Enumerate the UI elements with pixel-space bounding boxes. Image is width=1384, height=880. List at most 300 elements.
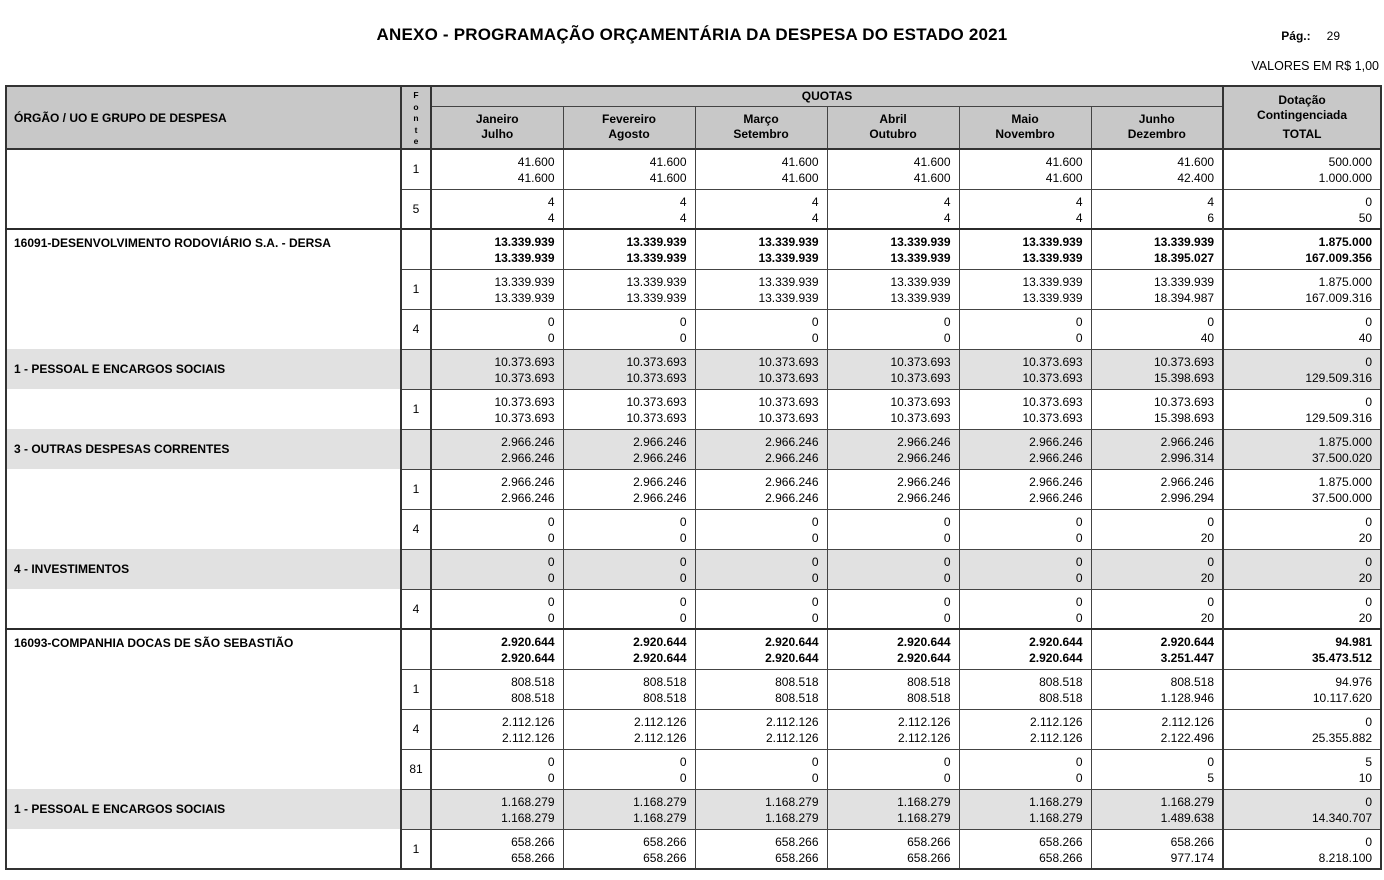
value-line: 0 [679,610,687,625]
value-line: 2.966.246 [1029,450,1083,465]
value-line: 2.112.126 [634,714,687,729]
total-cell [1223,429,1381,469]
value-line: 0 [679,314,687,329]
value-line: 13.339.939 [758,235,819,249]
value-line: 20 [1200,530,1215,545]
quota-cell [959,709,1091,749]
col-header-month-fev-ago [563,106,695,149]
fonte-cell: 4 [401,709,431,749]
value-line: 2.112.126 [766,730,819,745]
total-cell [1223,469,1381,509]
value-line: 2.112.126 [1030,730,1083,745]
quota-cell [563,429,695,469]
value-line: 2.966.246 [633,474,687,489]
quota-cell [827,629,959,669]
value-line: 2.112.126 [1161,714,1215,729]
value-line: 13.339.939 [626,290,687,305]
quota-cell [959,349,1091,389]
header-line: Agosto [608,127,650,142]
value-line: 10.373.693 [1153,354,1215,369]
value-line: 658.266 [775,834,819,849]
value-line: 0 [811,594,819,609]
quota-cell [827,309,959,349]
value-line: 41.600 [913,171,951,185]
quota-cell [1091,309,1223,349]
total-cell [1223,309,1381,349]
value-line: 0 [811,570,819,585]
value-line: 0 [1207,554,1215,569]
quota-cell [563,389,695,429]
value-line: 658.266 [511,834,555,849]
value-line: 2.966.246 [765,434,819,449]
row-label [6,589,401,629]
quota-cell [1091,589,1223,629]
fonte-cell: 1 [401,669,431,709]
quota-cell [563,229,695,269]
value-line: 15.398.693 [1153,370,1215,385]
value-line: 658.266 [643,850,687,865]
quota-cell [695,549,827,589]
quota-cell [695,789,827,829]
value-line: 2.920.644 [897,635,951,649]
quota-cell [563,349,695,389]
value-line: 5 [1365,754,1373,769]
quota-cell [959,229,1091,269]
value-line: 20 [1200,610,1215,625]
value-line: 808.518 [643,690,687,705]
table-row [6,549,1381,589]
col-header-fonte [401,86,431,149]
row-label [6,389,401,429]
total-cell [1223,549,1381,589]
quota-cell [695,829,827,869]
value-line: 0 [679,514,687,529]
row-label: 4 - INVESTIMENTOS [6,549,401,589]
value-line: 8.218.100 [1318,850,1373,865]
value-line: 2.112.126 [1030,714,1083,729]
quota-cell [695,749,827,789]
value-line: 0 [943,314,951,329]
value-line: 10.373.693 [758,370,819,385]
quota-cell [1091,429,1223,469]
quota-cell [827,349,959,389]
header-line: Contingenciada [1257,108,1348,122]
value-line: 13.339.939 [890,274,951,289]
value-line: 0 [547,570,555,585]
value-line: 2.966.246 [501,490,555,505]
value-line: 0 [943,570,951,585]
value-line: 0 [1075,530,1083,545]
total-cell [1223,589,1381,629]
quota-cell [959,149,1091,189]
total-cell [1223,669,1381,709]
value-line: 129.509.316 [1305,370,1373,385]
value-line: 10.373.693 [494,354,555,369]
quota-cell [959,429,1091,469]
value-line: 0 [679,530,687,545]
value-line: 10.373.693 [1022,410,1083,425]
value-line: 41.600 [649,155,687,169]
total-cell [1223,229,1381,269]
row-label: 1 - PESSOAL E ENCARGOS SOCIAIS [6,349,401,389]
value-line: 41.600 [649,171,687,185]
quota-cell [1091,189,1223,229]
quota-cell [431,749,563,789]
quota-cell [827,389,959,429]
value-line: 2.966.246 [897,474,951,489]
total-cell [1223,269,1381,309]
total-cell [1223,509,1381,549]
value-line: 658.266 [1039,850,1083,865]
value-line: 2.966.246 [897,490,951,505]
value-line: 2.112.126 [634,730,687,745]
value-line: 0 [679,754,687,769]
row-label: 1 - PESSOAL E ENCARGOS SOCIAIS [6,789,401,829]
fonte-cell: 1 [401,389,431,429]
quota-cell [1091,509,1223,549]
total-cell [1223,709,1381,749]
header-line: Dotação [1278,93,1326,107]
fonte-cell: 4 [401,309,431,349]
value-line: 10.373.693 [890,354,951,369]
value-line: 0 [811,514,819,529]
quota-cell [563,629,695,669]
value-line: 0 [547,554,555,569]
value-line: 4 [547,210,555,225]
value-line: 808.518 [1039,674,1083,689]
quota-cell [827,749,959,789]
header-line: Junho [1138,112,1175,127]
quota-cell [431,429,563,469]
quota-cell [431,269,563,309]
currency-note: VALORES EM R$ 1,00 [1251,59,1379,73]
quota-cell [959,189,1091,229]
value-line: 0 [1075,770,1083,785]
value-line: 40 [1200,330,1215,345]
quota-cell [1091,269,1223,309]
quota-cell [959,629,1091,669]
value-line: 0 [1207,314,1215,329]
value-line: 4 [1207,194,1215,209]
value-line: 41.600 [1045,155,1083,169]
quota-cell [431,709,563,749]
value-line: 0 [1365,554,1373,569]
quota-cell [1091,749,1223,789]
value-line: 2.966.246 [1160,434,1215,449]
quota-cell [827,789,959,829]
value-line: 10.373.693 [758,394,819,409]
value-line: 2.966.246 [633,490,687,505]
quota-cell [431,309,563,349]
value-line: 808.518 [1170,674,1215,689]
value-line: 41.600 [517,155,555,169]
quota-cell [563,709,695,749]
total-cell [1223,789,1381,829]
table-row [6,589,1381,629]
page-number-label: Pág.: [1281,29,1311,43]
value-line: 37.500.000 [1311,490,1373,505]
fonte-letter: e [413,136,419,146]
quota-cell [827,149,959,189]
value-line: 0 [1075,754,1083,769]
value-line: 13.339.939 [758,290,819,305]
value-line: 10.373.693 [494,370,555,385]
value-line: 808.518 [511,690,555,705]
fonte-cell: 4 [401,509,431,549]
quota-cell [695,389,827,429]
quota-cell [563,149,695,189]
value-line: 13.339.939 [1022,251,1083,265]
value-line: 13.339.939 [626,274,687,289]
quota-cell [1091,669,1223,709]
row-label [6,469,401,549]
value-line: 1.489.638 [1160,810,1215,825]
value-line: 13.339.939 [890,290,951,305]
header-line: Setembro [733,127,789,142]
value-line: 0 [1075,594,1083,609]
fonte-cell [401,549,431,589]
fonte-letter: o [413,101,419,112]
header-line: Outubro [869,127,917,142]
fonte-cell: 5 [401,189,431,229]
value-line: 41.600 [781,171,819,185]
fonte-cell [401,789,431,829]
value-line: 0 [547,514,555,529]
value-line: 50 [1358,210,1373,225]
value-line: 0 [943,530,951,545]
value-line: 10.373.693 [626,370,687,385]
value-line: 2.966.246 [1029,490,1083,505]
value-line: 0 [1365,714,1373,729]
value-line: 658.266 [511,850,555,865]
fonte-letter: t [414,124,418,135]
value-line: 0 [547,594,555,609]
value-line: 1.168.279 [1029,794,1083,809]
quota-cell [1091,389,1223,429]
value-line: 0 [1075,514,1083,529]
table-row [6,829,1381,869]
value-line: 10.373.693 [626,354,687,369]
value-line: 2.966.246 [1160,474,1215,489]
value-line: 2.920.644 [897,651,951,665]
quota-cell [695,669,827,709]
value-line: 2.920.644 [1029,651,1083,665]
value-line: 2.996.314 [1160,450,1215,465]
fonte-cell [401,349,431,389]
fonte-letter: n [413,113,419,123]
value-line: 1.168.279 [633,794,687,809]
fonte-cell [401,229,431,269]
header-line: TOTAL [1282,127,1322,141]
quota-cell [563,509,695,549]
quota-cell [695,269,827,309]
quota-cell [431,469,563,509]
fonte-cell: 1 [401,149,431,189]
value-line: 0 [1075,570,1083,585]
value-line: 0 [1365,834,1373,849]
quota-cell [695,149,827,189]
value-line: 808.518 [907,674,951,689]
value-line: 1.168.279 [501,810,555,825]
quota-cell [695,349,827,389]
col-header-month-mar-set [695,106,827,149]
value-line: 0 [679,770,687,785]
quota-cell [1091,349,1223,389]
value-line: 808.518 [511,674,555,689]
value-line: 2.966.246 [633,434,687,449]
value-line: 0 [811,330,819,345]
value-line: 0 [1207,594,1215,609]
page-number: 29 [1326,29,1340,43]
value-line: 18.394.987 [1153,290,1215,305]
quota-cell [563,789,695,829]
quota-cell [431,189,563,229]
value-line: 4 [811,194,819,209]
value-line: 2.966.246 [765,474,819,489]
value-line: 1.168.279 [501,794,555,809]
quota-cell [563,549,695,589]
value-line: 2.920.644 [633,635,687,649]
value-line: 42.400 [1177,171,1215,185]
quota-cell [431,509,563,549]
quota-cell [695,229,827,269]
value-line: 2.112.126 [502,714,555,729]
quota-cell [1091,629,1223,669]
value-line: 1.875.000 [1318,434,1373,449]
header-line: Dezembro [1127,127,1186,142]
value-line: 13.339.939 [626,251,687,265]
col-header-month-jun-dez [1091,106,1223,149]
value-line: 10.373.693 [1022,354,1083,369]
value-line: 0 [547,530,555,545]
quota-cell [695,589,827,629]
value-line: 1.168.279 [897,794,951,809]
quota-cell [827,669,959,709]
value-line: 2.996.294 [1160,490,1215,505]
value-line: 808.518 [775,690,819,705]
value-line: 2.966.246 [501,450,555,465]
quota-cell [827,189,959,229]
fonte-letter: F [413,90,419,100]
value-line: 0 [679,594,687,609]
value-line: 0 [943,594,951,609]
value-line: 0 [547,330,555,345]
quota-cell [431,589,563,629]
value-line: 3.251.447 [1160,651,1215,665]
quota-cell [1091,229,1223,269]
value-line: 2.920.644 [501,651,555,665]
value-line: 2.920.644 [765,651,819,665]
quota-cell [563,269,695,309]
value-line: 10.373.693 [494,410,555,425]
row-label: 16093-COMPANHIA DOCAS DE SÃO SEBASTIÃO [6,629,401,789]
fonte-cell: 1 [401,269,431,309]
quota-cell [959,589,1091,629]
header-line: Maio [1011,112,1039,127]
value-line: 0 [943,554,951,569]
quota-cell [563,669,695,709]
value-line: 94.981 [1335,635,1373,649]
fonte-cell: 1 [401,829,431,869]
total-cell [1223,189,1381,229]
value-line: 13.339.939 [758,251,819,265]
fonte-cell: 1 [401,469,431,509]
value-line: 2.112.126 [502,730,555,745]
value-line: 4 [811,210,819,225]
value-line: 0 [547,754,555,769]
value-line: 0 [943,770,951,785]
value-line: 0 [811,754,819,769]
value-line: 1.168.279 [1160,794,1215,809]
total-cell [1223,629,1381,669]
value-line: 41.600 [1045,171,1083,185]
quota-cell [695,509,827,549]
row-label [6,149,401,229]
value-line: 13.339.939 [494,251,555,265]
value-line: 41.600 [781,155,819,169]
quota-cell [959,389,1091,429]
col-header-month-jan-jul [431,106,563,149]
quota-cell [563,749,695,789]
header-line: Fevereiro [601,112,657,127]
value-line: 1.875.000 [1318,235,1373,249]
header-row-top [6,86,1381,106]
value-line: 0 [1075,314,1083,329]
total-cell [1223,749,1381,789]
table-row [6,429,1381,469]
value-line: 15.398.693 [1153,410,1215,425]
quota-cell [563,589,695,629]
quota-cell [695,189,827,229]
quota-cell [959,309,1091,349]
value-line: 658.266 [907,850,951,865]
quota-cell [563,309,695,349]
value-line: 10.373.693 [1022,370,1083,385]
value-line: 0 [943,514,951,529]
value-line: 10.373.693 [890,370,951,385]
quota-cell [695,429,827,469]
value-line: 2.966.246 [765,450,819,465]
fonte-cell: 81 [401,749,431,789]
value-line: 13.339.939 [494,235,555,249]
quota-cell [959,509,1091,549]
quota-cell [1091,789,1223,829]
quota-cell [959,829,1091,869]
value-line: 13.339.939 [1022,290,1083,305]
quota-cell [959,269,1091,309]
value-line: 13.339.939 [626,235,687,249]
value-line: 2.112.126 [898,714,951,729]
value-line: 0 [811,530,819,545]
value-line: 40 [1358,330,1373,345]
value-line: 0 [943,754,951,769]
value-line: 13.339.939 [1153,274,1215,289]
value-line: 1.000.000 [1318,171,1373,185]
value-line: 129.509.316 [1305,410,1373,425]
value-line: 2.966.246 [897,434,951,449]
table-row [6,789,1381,829]
value-line: 20 [1358,610,1373,625]
header-line: Julho [481,127,514,142]
budget-table [5,85,1382,870]
value-line: 658.266 [1170,834,1215,849]
value-line: 500.000 [1328,155,1373,169]
value-line: 13.339.939 [758,274,819,289]
value-line: 35.473.512 [1311,651,1373,665]
quota-cell [431,629,563,669]
value-line: 0 [811,610,819,625]
value-line: 808.518 [643,674,687,689]
